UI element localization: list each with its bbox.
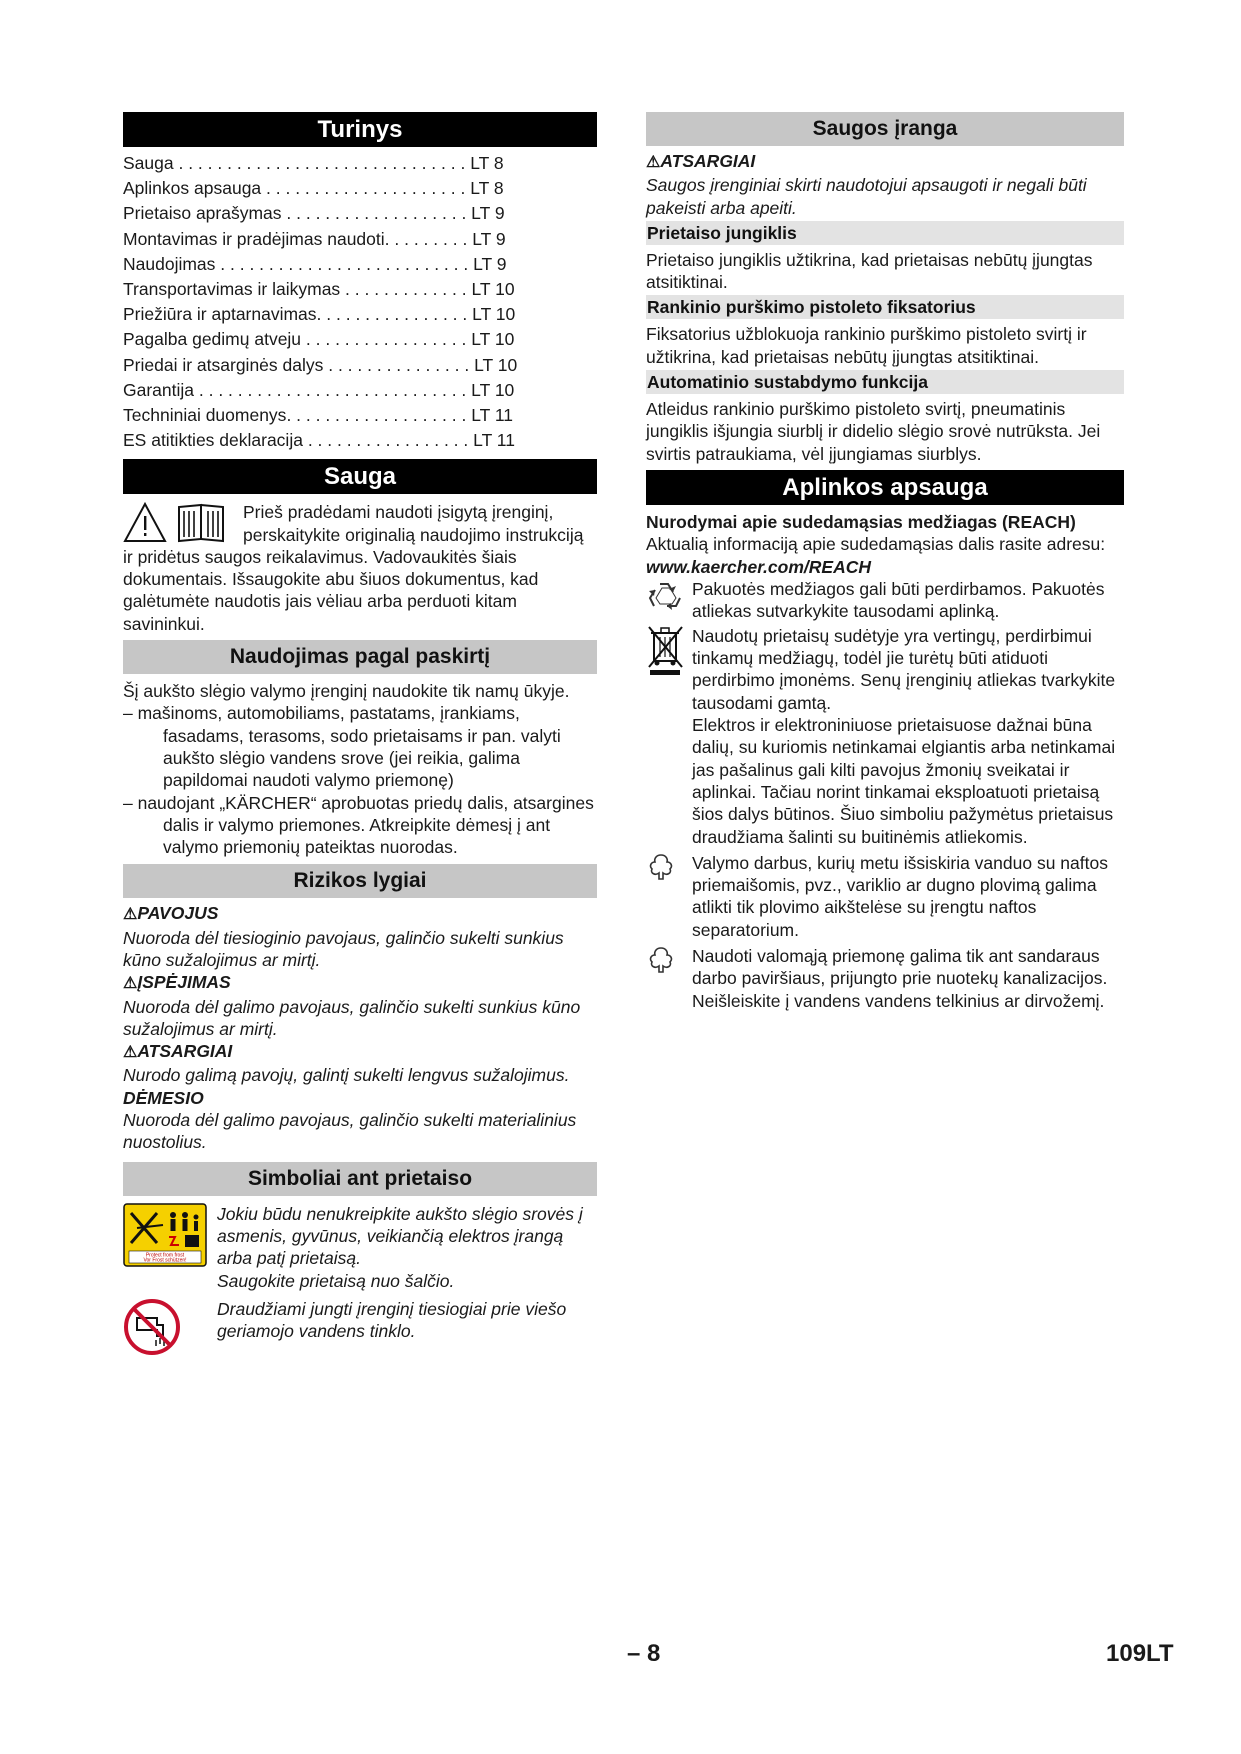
toc-entry-dots: . . . . . . . . . . . . . . . . [316,304,473,325]
subsection-title: Automatinio sustabdymo funkcija [646,370,1124,394]
toc-entry-dots: . . . . . . . . . . . . . . . . . . . . . . . . . . . . . . [173,153,471,173]
risk-level-text: Nuoroda dėl tiesioginio pavojaus, galinčio sukelti sunkius kūno sužalojimus ar mirtį. [123,927,564,970]
detergent-row [646,945,1124,1012]
toc-entry-page: LT 8 [470,153,504,173]
toc-entry-page: LT 11 [471,404,514,425]
toc-entry-label: Priedai ir atsarginės dalys [123,354,324,375]
warning-triangle-icon: ⚠ [123,975,138,993]
toc-entry[interactable] [123,428,597,453]
toc-entry-page: LT 10 [471,278,515,299]
caution-label-text: ATSARGIAI [660,151,756,171]
toc-entry-label: Prietaiso aprašymas [123,203,282,224]
sym-label-line2: Vor Frost schützen! [143,1257,187,1264]
subsection-text: Fiksatorius užblokuoja rankinio purškimo pistoleto svirtį ir užtikrina, kad prietaisas nebūtų įjungtas atsitiktinai. [646,324,1087,367]
warning-triangle-icon [123,501,241,545]
left-column [123,112,597,1361]
symbol-text-block [217,1203,597,1292]
toc-entry[interactable] [123,403,597,428]
naudojimas-item: – naudojant „KÄRCHER“ aprobuotas priedų dalis, atsargines dalis ir valymo priemones. Atkreipkite dėmesį į ant valymo priemonių pateiktas nuorodas. [123,792,594,858]
toc-entry-label: Techniniai duomenys [123,404,287,425]
recycling-icon [646,578,692,623]
warning-triangle-icon: ⚠ [123,906,138,924]
toc-entry-dots: . . . . . . . . . . . . . . . . . [302,430,474,451]
toc-entry-dots: . . . . . . . . . . . . . . . . . . . [281,203,472,224]
toc-entry-dots: . . . . . . . . . . . . . . . [323,354,475,375]
risk-levels [123,902,597,1153]
toc-entry-label: Aplinkos apsauga [123,178,262,199]
toc-entry-dots: . . . . . . . . . . . . . . . . . . . . . [261,178,471,199]
table-of-contents [123,151,597,453]
toc-entry-page: LT 11 [473,430,515,451]
sauga-intro-text: Prieš pradėdami naudoti įsigytą įrenginį, perskaitykite originalią naudojimo instrukciją ir pridėtus saugos reikalavimus. Vadovaukitės šiais dokumentais. Išsaugokite abu šiuos dokumentus, kad galėtumėte naudotis jais vėliau arba perduoti kitam savininkui. [123,502,584,634]
toc-title: Turinys [123,112,597,147]
toc-entry-dots: . . . . . . . . . . . . . . . . . . . [286,404,472,425]
symbol-text-block [217,1298,597,1343]
toc-entry-dots: . . . . . . . . . . . . . . . . . . . . . . . . . . . . [194,379,472,400]
toc-entry-label: Sauga [123,153,174,173]
toc-entry[interactable] [123,151,597,176]
risk-level-label [123,902,597,926]
risk-level-text: Nuoroda dėl galimo pavojaus, galinčio sukelti sunkius kūno sužalojimus ar mirtį. [123,996,581,1039]
weee-row [646,625,1124,848]
section-title-sauga: Sauga [123,459,597,494]
caution-label [646,150,1124,174]
toc-entry-page: LT 9 [471,203,505,224]
naudojimas-item: – mašinoms, automobiliams, pastatams, įrankiams, fasadams, terasoms, sodo prietaisams ir pan. valyti aukšto slėgio vandens srove (jei reikia, galima papildomai naudoti valymo priemonę) [123,703,561,791]
manual-warning-icons [123,501,241,545]
toc-entry[interactable] [123,201,597,226]
toc-entry-label: Garantija [123,379,195,400]
toc-entry-dots: . . . . . . . . . [384,228,473,249]
reach-url-link[interactable]: www.kaercher.com/REACH [646,556,871,577]
risk-level-label [123,971,597,995]
toc-entry-dots: . . . . . . . . . . . . . . . . . . . . . . . . . . [215,253,474,274]
risk-level-text: Nuoroda dėl galimo pavojaus, galinčio sukelti materialinius nuostolius. [123,1110,577,1153]
oil-text: Valymo darbus, kurių metu išsiskiria vanduo su naftos priemaišomis, pvz., variklio ar dugno plovimą galima atlikti tik plovimo aikštelėse su įrengtu naftos separatorium. [692,852,1108,940]
toc-entry-dots: . . . . . . . . . . . . . [340,278,472,299]
subsection-title: Rankinio purškimo pistoleto fiksatorius [646,295,1124,319]
section-title-saugos-iranga: Saugos įranga [646,112,1124,146]
weee-text-2: Elektros ir elektroniniuose prietaisuose dažnai būna dalių, su kuriomis netinkamai elgiantis arba netinkamai jas pašalinus gali kilti pavojus žmonių sveikatai ir aplinkai. Tačiau norint tinkamai eksploatuoti prietaisą šios dalys būtinos. Šiuo simboliu pažymėtus prietaisus draudžiama šalinti su buitinėmis atliekomis. [692,715,1116,847]
toc-entry-page: LT 8 [470,178,504,199]
toc-entry-label: Pagalba gedimų atveju [123,329,302,350]
toc-entry-page: LT 10 [471,379,515,400]
toc-entry[interactable] [123,378,597,403]
risk-level-label [123,1040,597,1064]
toc-entry[interactable] [123,252,597,277]
section-title-rizikos: Rizikos lygiai [123,864,597,898]
toc-entry-page: LT 10 [474,354,518,375]
section-title-simboliai: Simboliai ant prietaiso [123,1162,597,1196]
warning-triangle-icon: ⚠ [123,1044,138,1062]
risk-level-text: Nurodo galimą pavojų, galintį sukelti lengvus sužalojimus. [123,1065,570,1086]
toc-entry-label: ES atitikties deklaracija [123,430,303,451]
toc-entry-page: LT 9 [473,253,507,274]
recycle-row [646,578,1124,623]
warning-triangle-icon: ⚠ [646,154,661,171]
toc-entry-page: LT 10 [472,304,516,325]
page-code: 109LT [1106,1640,1174,1667]
weee-text-block [692,625,1124,848]
toc-entry-label: Transportavimas ir laikymas [123,278,341,299]
subsection-text: Atleidus rankinio purškimo pistoleto svirtį, pneumatinis jungiklis išjungia siurblį ir dideliо slėgio srovė nutrūksta. Jei svirtis patraukiama, vėl įjungiamas siurblys. [646,399,1101,464]
subsection-title: Prietaiso jungiklis [646,221,1124,245]
naudojimas-intro: Šį aukšto slėgio valymo įrenginį naudokite tik namų ūkyje. [123,681,570,702]
detergent-text: Naudoti valomąją priemonę galima tik ant sandaraus darbo paviršiaus, prijungto prie nuotekų kanalizacijos. Neišleiskite į vandens vandens telkinius ar dirvožemį. [692,946,1108,1011]
toc-entry[interactable] [123,327,597,352]
symbol-row [123,1298,597,1361]
risk-level-name: PAVOJUS [137,903,219,924]
risk-level-label [123,1087,597,1109]
sym-label-line1: Protect from frost [145,1252,185,1259]
symbol-text-frost: Saugokite prietaisą nuo šalčio. [217,1270,455,1291]
right-column [646,112,1124,1012]
toc-entry-dots: . . . . . . . . . . . . . . . . . [301,329,472,350]
toc-entry[interactable] [123,353,597,378]
toc-entry[interactable] [123,227,597,252]
environment-tree-icon [646,852,692,887]
risk-level-name: ATSARGIAI [137,1041,233,1062]
environment-tree-icon [646,945,692,980]
toc-entry-label: Montavimas ir pradėjimas naudoti [123,228,385,249]
toc-entry-label: Naudojimas [123,253,216,274]
symbol-row [123,1203,597,1292]
toc-entry[interactable] [123,302,597,327]
risk-level-name: DĖMESIO [123,1087,204,1108]
symbol-text: Draudžiami jungti įrenginį tiesiogiai prie viešo geriamojo vandens tinklo. [217,1298,567,1342]
symbol-text: Jokiu būdu nenukreipkite aukšto slėgio srovės į asmenis, gyvūnus, veikiančią elektros įrangą arba patį prietaisą. [217,1203,583,1269]
manual-book-icon [179,505,223,541]
toc-entry-page: LT 10 [471,329,515,350]
weee-text: Naudotų prietaisų sudėtyje yra vertingų, perdirbimui tinkamų medžiagų, todėl jie turėtų būti atiduoti perdirbimo įmonėms. Senų įrenginių atliekas tvarkykite tausodami gamtą. [692,625,1116,713]
page-number: – 8 [627,1640,661,1667]
toc-entry[interactable] [123,176,597,201]
no-drinking-water-connection-icon [123,1298,217,1361]
no-spray-warning-icon [123,1203,217,1272]
toc-entry[interactable] [123,277,597,302]
toc-entry-label: Priežiūra ir aptarnavimas [123,304,317,325]
oil-row [646,852,1124,941]
caution-text: Saugos įrenginiai skirti naudotojui apsaugoti ir negali būti pakeisti arba apeiti. [646,175,1087,218]
crossed-bin-icon [646,625,692,682]
toc-entry-page: LT 9 [472,228,506,249]
section-title-naudojimas: Naudojimas pagal paskirtį [123,640,597,674]
reach-heading: Nurodymai apie sudedamąsias medžiagas (REACH) [646,511,1076,532]
risk-level-name: ĮSPĖJIMAS [137,972,231,993]
reach-text: Aktualią informaciją apie sudedamąsias dalis rasite adresu: [646,534,1106,555]
subsection-text: Prietaiso jungiklis užtikrina, kad prietaisas nebūtų įjungtas atsitiktinai. [646,249,1093,293]
recycle-text: Pakuotės medžiagos gali būti perdirbamos. Pakuotės atliekas sutvarkykite tausodami aplinką. [692,578,1105,622]
sauga-intro-block [123,501,597,635]
section-title-aplinkos: Aplinkos apsauga [646,470,1124,505]
